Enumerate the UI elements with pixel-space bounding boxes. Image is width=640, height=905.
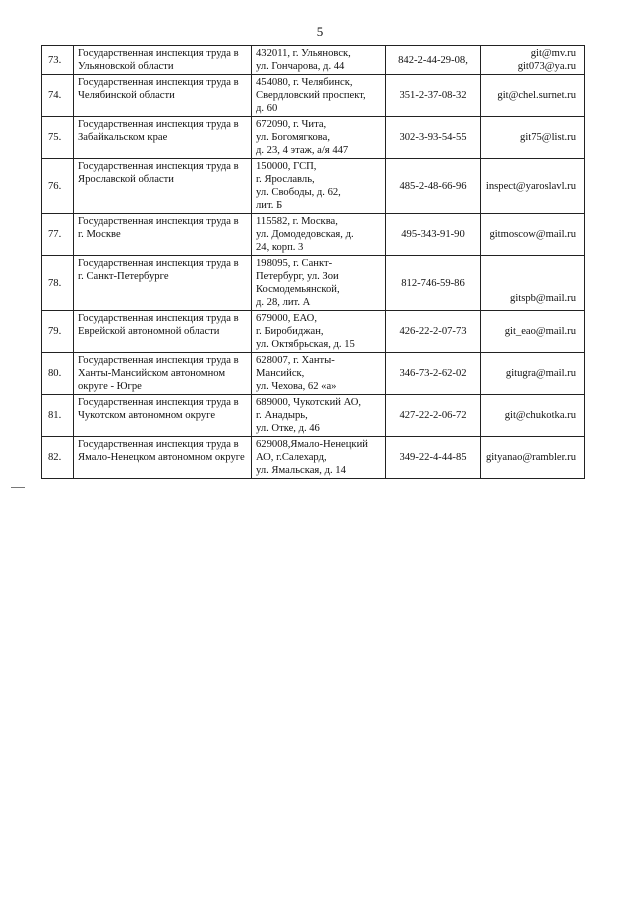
inspection-name: Государственная инспекция труда в г. Санкт-Петербурге: [74, 256, 252, 311]
address-line: 672090, г. Чита,: [256, 119, 327, 130]
inspection-name: Государственная инспекция труда в Ямало-Ненецком автономном округе: [74, 437, 252, 479]
address-line: д. 28, лит. А: [256, 297, 311, 308]
table-row: [42, 311, 585, 353]
address-line: д. 23, 4 этаж, а/я 447: [256, 145, 349, 156]
inspection-address: [252, 159, 386, 214]
table-row: [42, 46, 585, 75]
table-row: [42, 353, 585, 395]
inspection-address: [252, 75, 386, 117]
email-address: gitspb@mail.ru: [510, 293, 576, 304]
address-line: 432011, г. Ульяновск,: [256, 48, 351, 59]
row-number: 73.: [42, 46, 74, 75]
address-line: Свердловский проспект,: [256, 90, 366, 101]
address-line: лит. Б: [256, 200, 283, 211]
row-number: 75.: [42, 117, 74, 159]
inspection-email: [481, 395, 585, 437]
table-row: [42, 159, 585, 214]
inspection-email: [481, 46, 585, 75]
table-row: [42, 75, 585, 117]
email-address: git073@ya.ru: [517, 61, 576, 72]
address-line: 115582, г. Москва,: [256, 216, 338, 227]
row-number: 79.: [42, 311, 74, 353]
address-line: Космодемьянской,: [256, 284, 340, 295]
email-address: git@chel.surnet.ru: [497, 90, 576, 101]
table-row: [42, 214, 585, 256]
address-line: ул. Чехова, 62 «а»: [256, 381, 337, 392]
inspection-name: Государственная инспекция труда в Ханты-Мансийском автономном округе - Югре: [74, 353, 252, 395]
inspection-email: [481, 75, 585, 117]
inspection-name: Государственная инспекция труда в Забайкальском крае: [74, 117, 252, 159]
inspection-phone: 842-2-44-29-08,: [386, 46, 481, 75]
inspection-email: [481, 353, 585, 395]
table-row: [42, 256, 585, 311]
inspection-phone: 302-3-93-54-55: [386, 117, 481, 159]
labor-inspections-table: [41, 45, 585, 479]
email-address: inspect@yaroslavl.ru: [485, 180, 576, 192]
email-address: git75@list.ru: [520, 132, 576, 143]
address-line: ул. Свободы, д. 62,: [256, 187, 341, 198]
address-line: 628007, г. Ханты-: [256, 355, 335, 366]
address-line: Мансийск,: [256, 368, 305, 379]
table-row: [42, 437, 585, 479]
address-line: ул. Отке, д. 46: [256, 423, 320, 434]
address-line: ул. Богомягкова,: [256, 132, 331, 143]
inspection-phone: 812-746-59-86: [386, 256, 481, 311]
inspection-name: Государственная инспекция труда в г. Москве: [74, 214, 252, 256]
row-number: 76.: [42, 159, 74, 214]
inspection-address: [252, 117, 386, 159]
table-body: [42, 46, 585, 479]
table-row: [42, 395, 585, 437]
margin-mark: [11, 487, 25, 488]
email-address: gityanao@rambler.ru: [485, 452, 576, 463]
address-line: 629008,Ямало-Ненецкий: [256, 439, 368, 450]
inspection-name: Государственная инспекция труда в Чукотском автономном округе: [74, 395, 252, 437]
email-address: git_eao@mail.ru: [504, 326, 576, 337]
inspection-phone: 426-22-2-07-73: [386, 311, 481, 353]
address-line: д. 60: [256, 103, 278, 114]
address-line: 198095, г. Санкт-: [256, 258, 333, 269]
address-line: 679000, ЕАО,: [256, 313, 317, 324]
inspection-name: Государственная инспекция труда в Ярославской области: [74, 159, 252, 214]
inspection-address: [252, 395, 386, 437]
address-line: ул. Гончарова, д. 44: [256, 61, 345, 72]
inspection-name: Государственная инспекция труда в Еврейской автономной области: [74, 311, 252, 353]
row-number: 80.: [42, 353, 74, 395]
inspection-address: [252, 353, 386, 395]
inspection-name: Государственная инспекция труда в Челябинской области: [74, 75, 252, 117]
inspection-phone: 349-22-4-44-85: [386, 437, 481, 479]
address-line: 689000, Чукотский АО,: [256, 397, 362, 408]
inspection-address: [252, 256, 386, 311]
inspection-phone: 351-2-37-08-32: [386, 75, 481, 117]
row-number: 82.: [42, 437, 74, 479]
inspection-email: [481, 311, 585, 353]
row-number: 77.: [42, 214, 74, 256]
address-line: ул. Домодедовская, д.: [256, 229, 354, 240]
inspection-phone: 485-2-48-66-96: [386, 159, 481, 214]
inspection-address: [252, 437, 386, 479]
inspection-email: [481, 159, 585, 214]
inspection-address: [252, 311, 386, 353]
email-address: gitmoscow@mail.ru: [489, 229, 576, 240]
email-address: git@chukotka.ru: [504, 410, 576, 421]
email-address: git@mv.ru: [530, 48, 576, 59]
inspection-address: [252, 46, 386, 75]
row-number: 81.: [42, 395, 74, 437]
email-address: gitugra@mail.ru: [505, 368, 576, 379]
inspection-phone: 346-73-2-62-02: [386, 353, 481, 395]
inspection-email: [481, 117, 585, 159]
inspection-phone: 427-22-2-06-72: [386, 395, 481, 437]
inspection-email: [481, 214, 585, 256]
address-line: г. Ярославль,: [256, 174, 315, 185]
inspection-name: Государственная инспекция труда в Ульяновской области: [74, 46, 252, 75]
address-line: 150000, ГСП,: [256, 161, 317, 172]
inspection-phone: 495-343-91-90: [386, 214, 481, 256]
address-line: г. Анадырь,: [256, 410, 308, 421]
address-line: ул. Ямальская, д. 14: [256, 465, 346, 476]
address-line: Петербург, ул. Зои: [256, 271, 339, 282]
address-line: АО, г.Салехард,: [256, 452, 327, 463]
page-number: 5: [316, 24, 324, 39]
row-number: 74.: [42, 75, 74, 117]
inspection-address: [252, 214, 386, 256]
address-line: 454080, г. Челябинск,: [256, 77, 353, 88]
inspection-email: [481, 437, 585, 479]
inspection-email: [481, 256, 585, 311]
table-row: [42, 117, 585, 159]
address-line: ул. Октябрьская, д. 15: [256, 339, 355, 350]
address-line: 24, корп. 3: [256, 242, 304, 253]
row-number: 78.: [42, 256, 74, 311]
address-line: г. Биробиджан,: [256, 326, 324, 337]
